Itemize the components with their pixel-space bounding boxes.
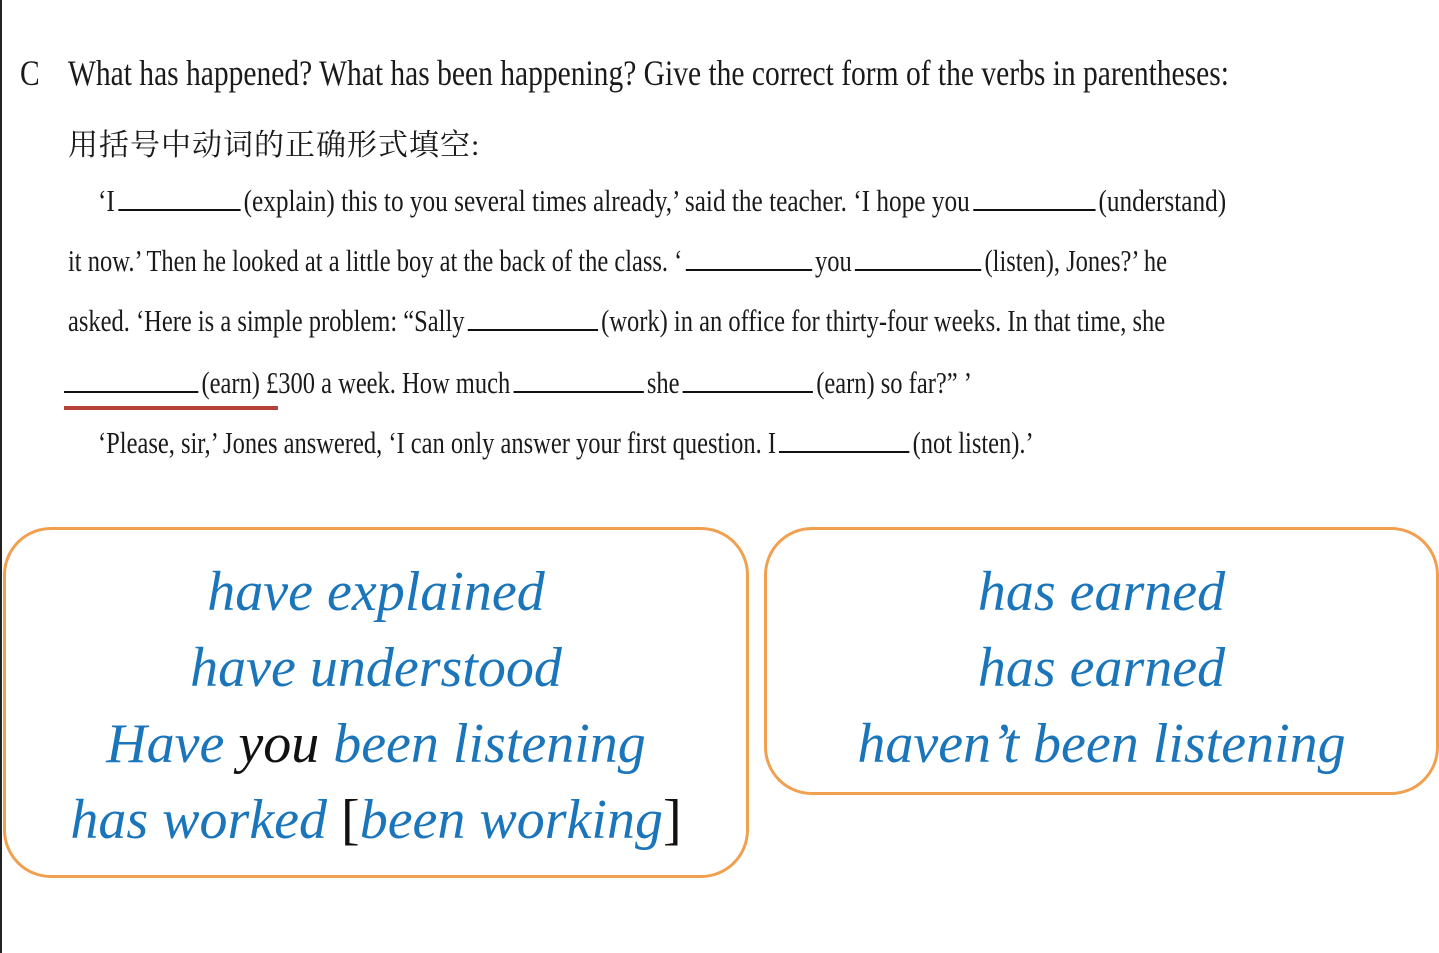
- close-bracket: ]: [662, 789, 682, 851]
- answer-line: has earned: [977, 561, 1226, 623]
- answer-text: Have: [106, 713, 239, 775]
- passage-text: ‘I: [98, 183, 115, 218]
- passage-line-2: [68, 243, 1167, 279]
- passage-text: (understand): [1098, 183, 1227, 218]
- answer-line: [6, 706, 746, 782]
- passage-text: (explain) this to you several times already,’ said the teacher. ‘I hope you: [243, 183, 970, 218]
- exercise-label: C: [20, 53, 40, 93]
- answer-subject-word: you: [238, 713, 320, 775]
- answer-line: haven’t been listening: [857, 713, 1346, 775]
- page-left-border: [0, 0, 2, 953]
- answer-line: have understood: [190, 637, 562, 699]
- answer-blank: [513, 369, 643, 393]
- answer-text: been working: [359, 789, 663, 851]
- answer-blank: [779, 429, 909, 453]
- passage-text: (listen), Jones?’ he: [984, 243, 1168, 278]
- answer-blank: [855, 247, 981, 271]
- answer-box-left: [3, 527, 749, 878]
- passage-text: (work) in an office for thirty-four weeks. In that time, she: [601, 303, 1166, 338]
- passage-text: asked. ‘Here is a simple problem: “Sally: [68, 303, 465, 338]
- answer-text: been listening: [319, 713, 646, 775]
- answer-blank: [685, 247, 811, 271]
- answer-blank: [64, 369, 198, 393]
- passage-text: (not listen).’: [912, 425, 1034, 460]
- answer-blank: [973, 187, 1095, 211]
- passage-text: she: [646, 365, 680, 400]
- exercise-instruction-chinese: 用括号中动词的正确形式填空:: [68, 129, 481, 162]
- passage-line-1: [98, 183, 1226, 219]
- answer-blank: [468, 307, 598, 331]
- passage-line-5: [98, 425, 1034, 461]
- passage-text: (earn) £300 a week. How much: [201, 365, 511, 400]
- passage-line-3: [68, 303, 1165, 339]
- answer-line: has earned: [977, 637, 1226, 699]
- exercise-instruction: What has happened? What has been happening? Give the correct form of the verbs in parentheses:: [68, 53, 1229, 93]
- passage-text: you: [815, 243, 852, 278]
- highlight-underline: [64, 406, 278, 410]
- answer-text: has worked: [70, 789, 342, 851]
- answer-box-right: [764, 527, 1439, 795]
- answer-line: have explained: [207, 561, 545, 623]
- answer-line: [6, 782, 746, 858]
- passage-text: (earn) so far?” ’: [816, 365, 972, 400]
- passage-text: ‘Please, sir,’ Jones answered, ‘I can only answer your first question. I: [98, 425, 776, 460]
- passage-text: it now.’ Then he looked at a little boy at the back of the class. ‘: [68, 243, 683, 278]
- passage-line-4: [64, 365, 972, 401]
- answer-blank: [683, 369, 813, 393]
- answer-blank: [118, 187, 240, 211]
- open-bracket: [: [341, 789, 360, 851]
